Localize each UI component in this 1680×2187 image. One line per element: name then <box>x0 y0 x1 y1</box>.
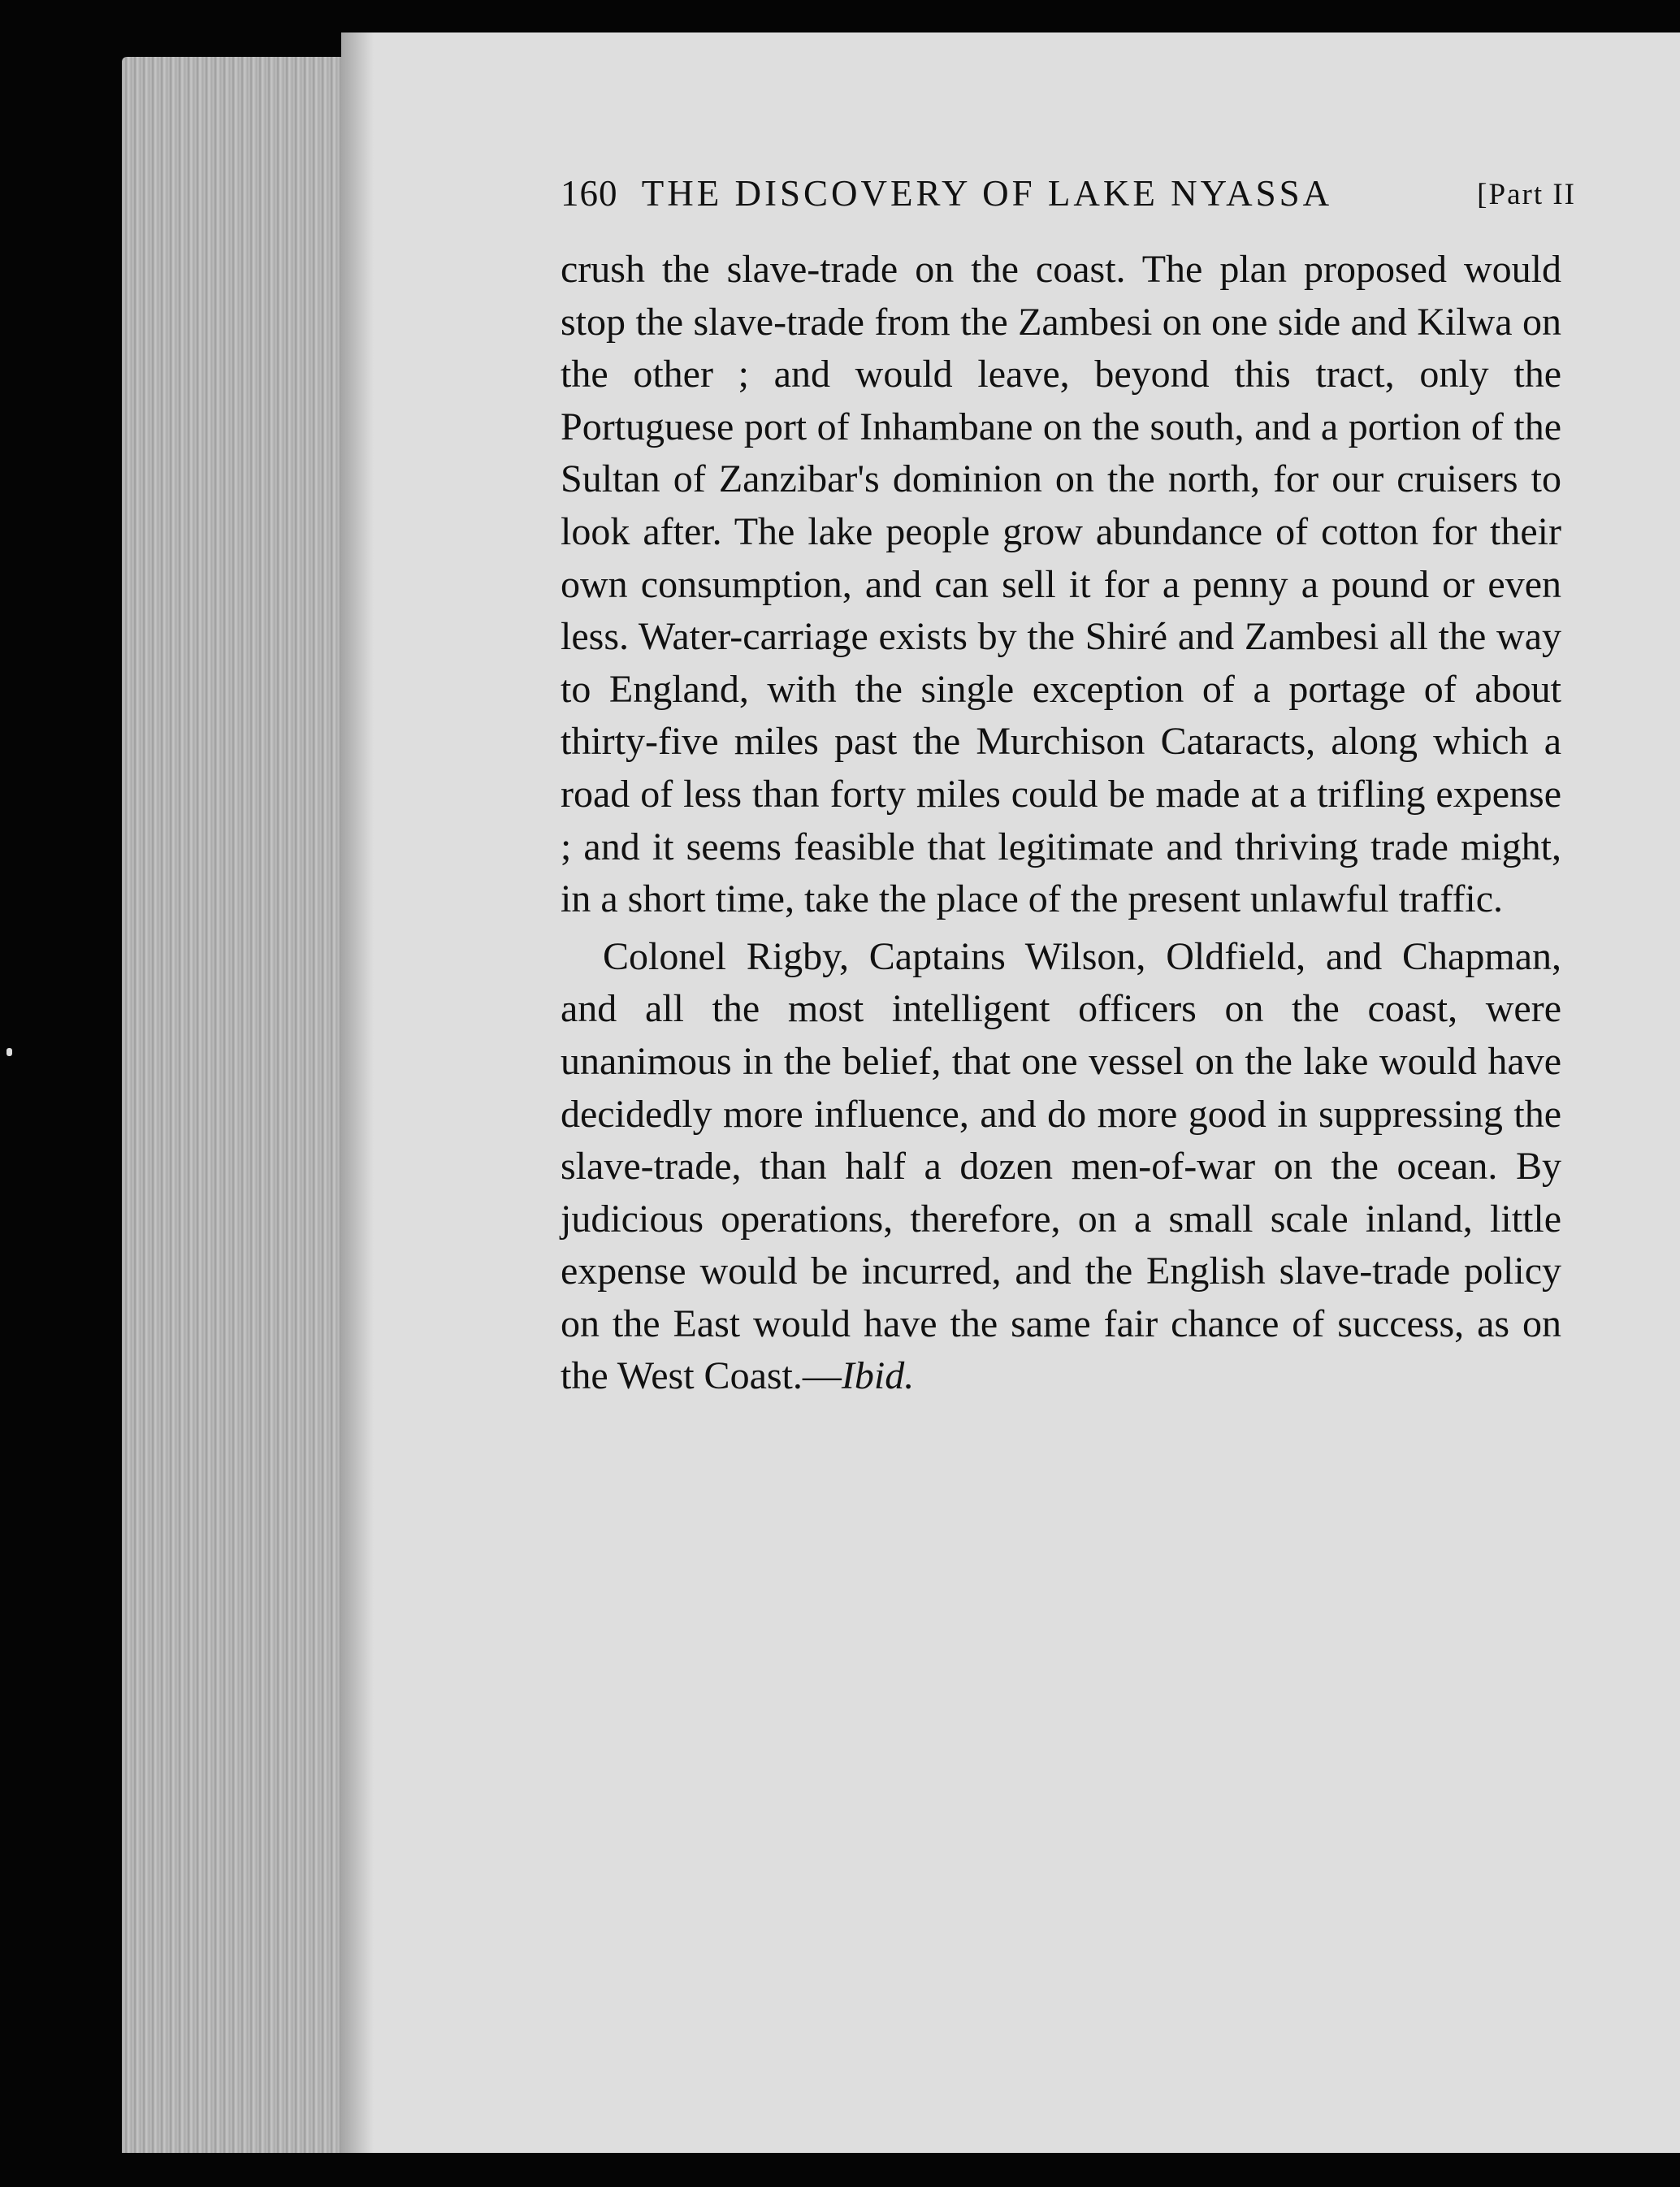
paragraph-2-text: Colonel Rigby, Captains Wilson, Oldfield, and Chapman, and all the most intelligent officers on the coast, were unanimous in the belief, that one vessel on the lake would have decidedly more influence, and do more good in suppressing the slave-trade, than half a dozen men-of-war on the ocean. By judicious operations, therefore, on a small scale inland, little expense would be incurred, and the English slave-trade policy on the East would have the same fair chance of success, as on the West Coast.— <box>561 934 1561 1398</box>
book-title: THE DISCOVERY OF LAKE NYASSA <box>641 173 1333 214</box>
scan-speck <box>6 1048 12 1056</box>
page-edges <box>122 57 357 2153</box>
paragraph-2 <box>561 931 1561 1403</box>
paragraph-1: crush the slave-trade on the coast. The plan proposed would stop the slave-trade from the Zambesi on one side and Kilwa on the other ; and would leave, beyond this tract, only the Portuguese port of Inhambane on the south, and a portion of the Sultan of Zanzibar's dominion on the north, for our cruisers to look after. The lake people grow abundance of cotton for their own consumption, and can sell it for a penny a pound or even less. Water-carriage exists by the Shiré and Zambesi all the way to England, with the single exception of a portage of about thirty-five miles past the Murchison Cataracts, along which a road of less than forty miles could be made at a trifling expense ; and it seems feasible that legitimate and thriving trade might, in a short time, take the place of the present unlawful traffic. <box>561 248 1561 921</box>
gutter-shadow <box>341 32 374 2153</box>
running-head <box>561 172 1576 214</box>
part-label: [Part II <box>1477 178 1576 211</box>
page-number: 160 <box>561 173 618 214</box>
citation: Ibid. <box>841 1354 915 1398</box>
body-text <box>561 244 1561 1403</box>
